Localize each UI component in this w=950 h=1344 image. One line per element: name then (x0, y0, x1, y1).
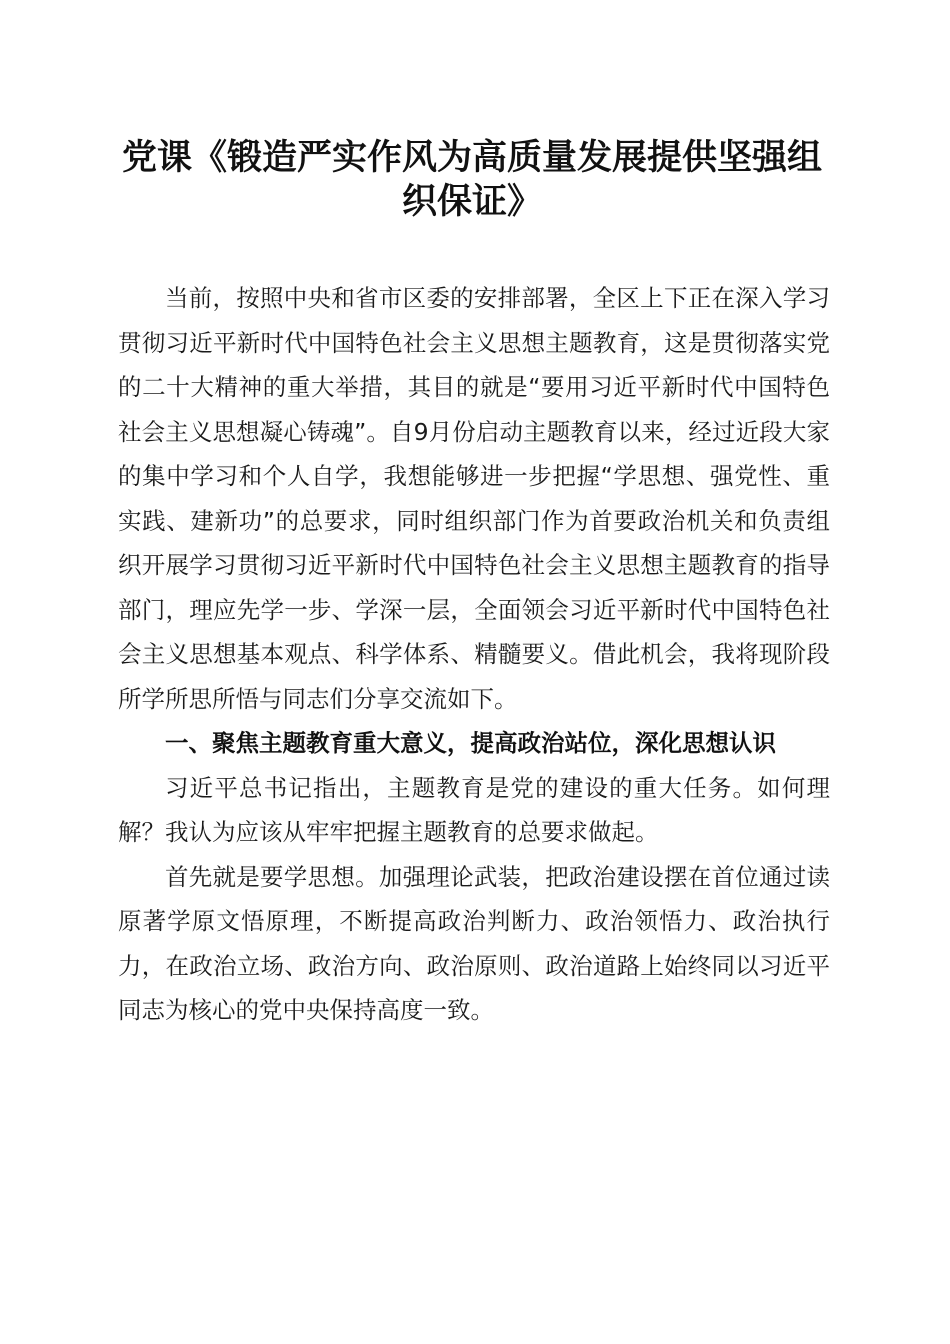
document-title: 党课《锻造严实作风为高质量发展提供坚强组织保证》 (121, 137, 822, 222)
paragraph-2: 习近平总书记指出，主题教育是党的建设的重大任务。如何理解？我认为应该从牢牢把握主题教育的总要求做起。 (118, 773, 830, 846)
section-heading-1: 一、聚焦主题教育重大意义，提高政治站位，深化思想认识 (165, 729, 776, 757)
paragraph-3: 首先就是要学思想。加强理论武装，把政治建设摆在首位通过读原著学原文悟原理，不断提高政治判断力、政治领悟力、政治执行力，在政治立场、政治方向、政治原则、政治道路上始终同以习近平同志为核心的党中央保持高度一致。 (118, 862, 830, 1024)
document-body (118, 276, 830, 1033)
intro-paragraph: 当前，按照中央和省市区委的安排部署，全区上下正在深入学习贯彻习近平新时代中国特色社会主义思想主题教育，这是贯彻落实党的二十大精神的重大举措，其目的就是“要用习近平新时代中国特色社会主义思想凝心铸魂”。自9月份启动主题教育以来，经过近段大家的集中学习和个人自学，我想能够进一步把握“学思想、强党性、重实践、建新功”的总要求，同时组织部门作为首要政治机关和负责组织开展学习贯彻习近平新时代中国特色社会主义思想主题教育的指导部门，理应先学一步、学深一层，全面领会习近平新时代中国特色社会主义思想基本观点、科学体系、精髓要义。借此机会，我将现阶段所学所思所悟与同志们分享交流如下。 (118, 284, 830, 713)
